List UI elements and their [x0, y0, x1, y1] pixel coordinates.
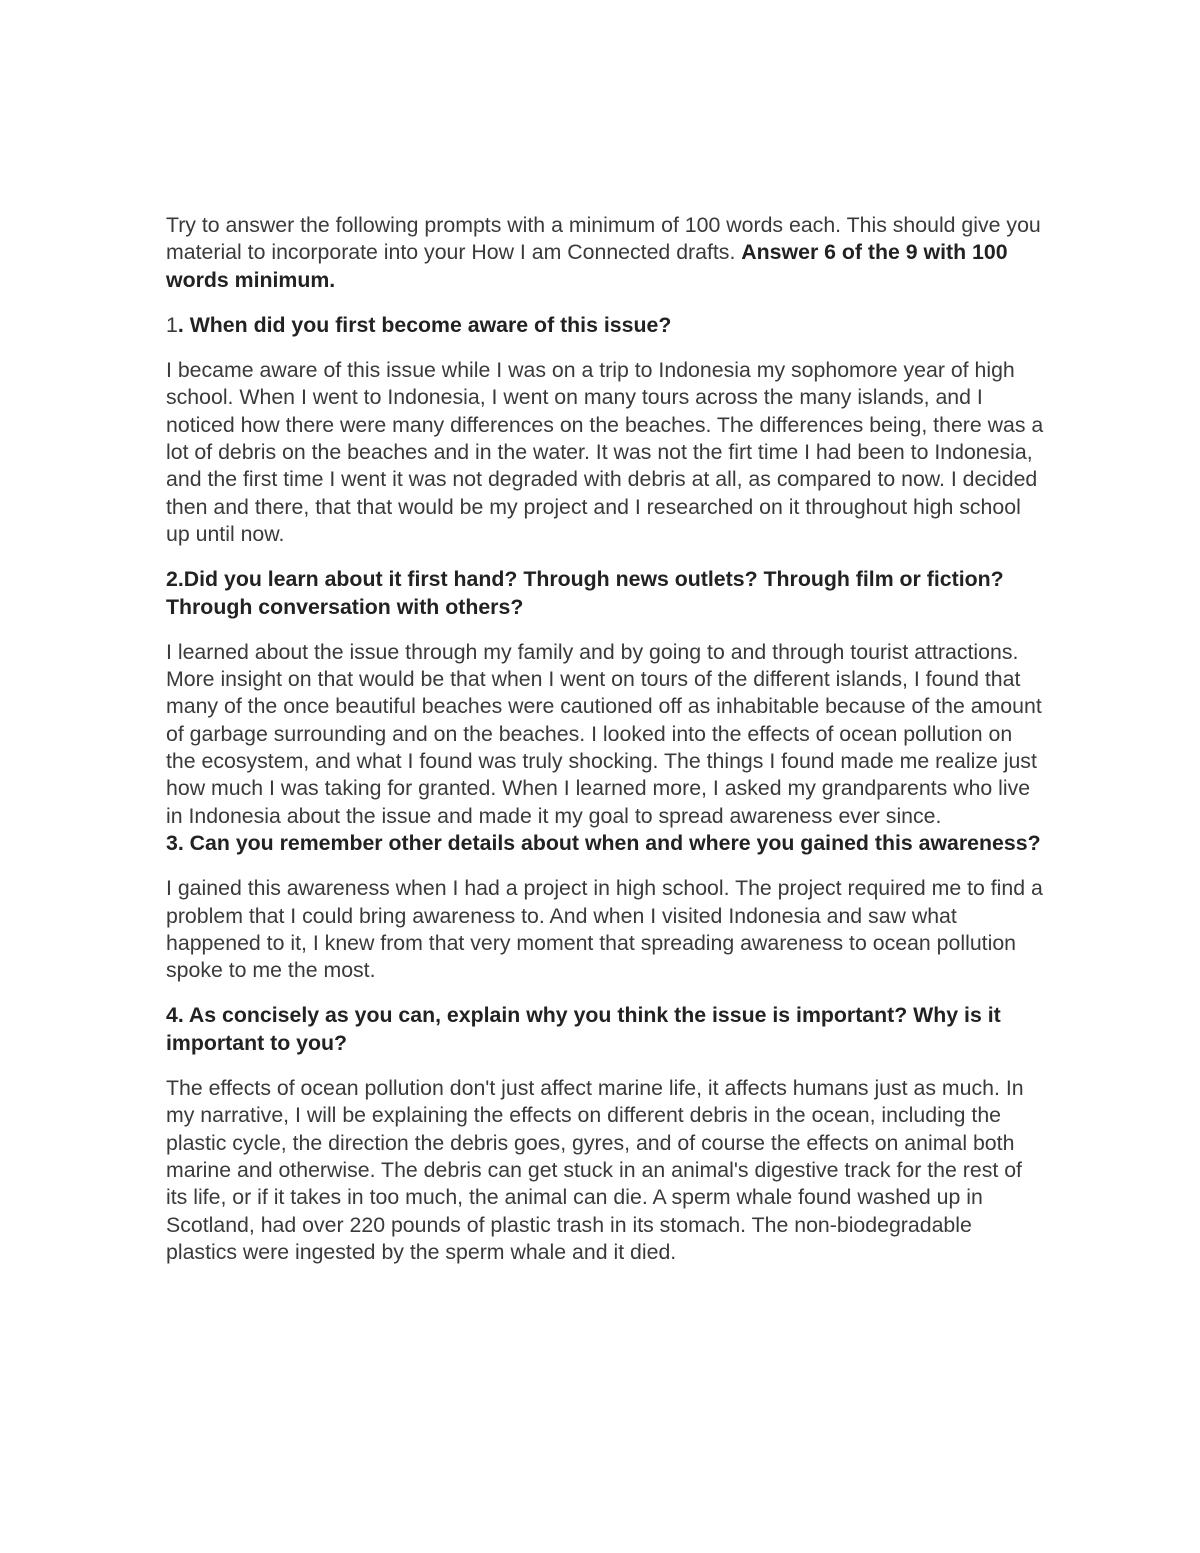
question-4: 4. As concisely as you can, explain why you think the issue is important? Why is it important to you? [166, 1003, 1001, 1055]
question-2: 2.Did you learn about it first hand? Through news outlets? Through film or fiction? Through conversation with others? [166, 567, 1004, 619]
answer-2: I learned about the issue through my family and by going to and through tourist attractions. More insight on that would be that when I went on tours of the different islands, I found that many of the once beautiful beaches were cautioned off as inhabitable because of the amount of garbage surrounding and on the beaches. I looked into the effects of ocean pollution on the ecosystem, and what I found was truly shocking. The things I found made me realize just how much I was taking for granted. When I learned more, I asked my grandparents who live in Indonesia about the issue and made it my goal to spread awareness ever since. [166, 639, 1042, 828]
question-3: 3. Can you remember other details about when and where you gained this awareness? [166, 830, 1041, 855]
answer-4: The effects of ocean pollution don't just affect marine life, it affects humans just as much. In my narrative, I will be explaining the effects on different debris in the ocean, including the plastic cycle, the direction the debris goes, gyres, and of course the effects on animal both marine and otherwise. The debris can get stuck in an animal's digestive track for the rest of its life, or if it takes in too much, the animal can die. A sperm whale found washed up in Scotland, had over 220 pounds of plastic trash in its stomach. The non-biodegradable plastics were ingested by the sperm whale and it died. [166, 1076, 1024, 1264]
document-body [166, 212, 1046, 1284]
answer-3: I gained this awareness when I had a project in high school. The project required me to find a problem that I could bring awareness to. And when I visited Indonesia and saw what happened to it, I knew from that very moment that spreading awareness to ocean pollution spoke to me the most. [166, 876, 1043, 983]
intro-text: Try to answer the following prompts with a minimum of 100 words each. This should give you material to incorporate into your How I am Connected drafts. [166, 213, 1041, 265]
question-1-number: 1 [166, 312, 178, 337]
question-1 [166, 312, 1046, 339]
intro-bold-instruction: Answer 6 of the 9 with 100 words minimum. [166, 240, 1008, 292]
answer-1: I became aware of this issue while I was on a trip to Indonesia my sophomore year of high school. When I went to Indonesia, I went on many tours across the many islands, and I noticed how there were many differences on the beaches. The differences being, there was a lot of debris on the beaches and in the water. It was not the firt time I had been to Indonesia, and the first time I went it was not degraded with debris at all, as compared to now. I decided then and there, that that would be my project and I researched on it throughout high school up until now. [166, 358, 1044, 546]
question-1-text: . When did you first become aware of this issue? [177, 312, 672, 337]
intro-paragraph [166, 212, 1046, 294]
